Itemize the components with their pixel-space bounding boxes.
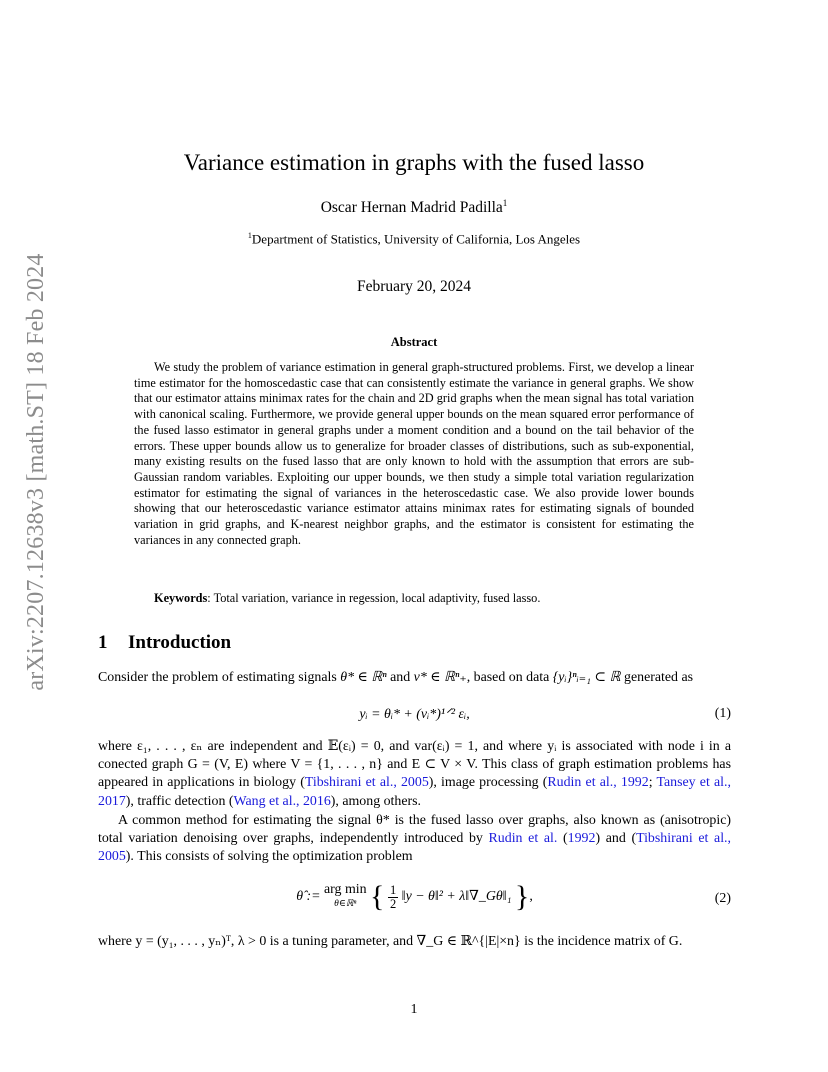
citation-link[interactable]: Rudin et al., 1992 <box>547 775 649 791</box>
equation-1-body: yᵢ = θᵢ* + (vᵢ*)¹ᐟ² εᵢ, <box>359 707 470 722</box>
affiliation: Department of Statistics, University of California, Los Angeles <box>251 231 581 247</box>
text-run: ; <box>648 775 657 791</box>
right-brace: } <box>514 880 530 913</box>
equation-1-number: (1) <box>714 706 731 721</box>
paragraph-3 <box>98 812 731 867</box>
text-run: ) and ( <box>595 831 637 847</box>
citation-link[interactable]: Tansey et al., 2017 <box>98 775 731 809</box>
keywords-label: Keywords <box>154 591 208 605</box>
fraction-denominator: 2 <box>389 896 397 911</box>
argmin-operator <box>324 883 367 911</box>
paragraph-2 <box>98 738 731 811</box>
arxiv-stamp: arXiv:2207.12638v3 [math.ST] 18 Feb 2024 <box>23 253 49 691</box>
author-name: Oscar Hernan Madrid Padilla <box>320 199 503 217</box>
affiliation-line <box>120 231 708 247</box>
citation-link[interactable]: 1992 <box>567 831 596 847</box>
text-run: where ε₁, . . . , εₙ are independent and 𝔼(εᵢ) = 0, and var(εᵢ) = 1, and where yᵢ is associated with node i in a conected graph G = (V, E) where V = {1, . . . , n} and E ⊂ V × V. This class of graph estimation problems has appeared in applications in biology ( <box>98 739 731 791</box>
text-run: Consider the problem of estimating signals <box>98 670 341 685</box>
text-run: ), among others. <box>330 793 422 809</box>
keywords <box>154 591 714 606</box>
equation-2-body: θ̂ := arg min θ∈ℝⁿ { $\frac{1}{2}$ ‖y − θ‖² + λ‖∇_Gθ‖₁ }, <box>296 880 533 913</box>
author-line <box>120 198 708 217</box>
fraction-numerator: 1 <box>389 882 397 897</box>
section-heading <box>98 632 231 654</box>
text-run: ( <box>557 831 568 847</box>
text-run: A common method for estimating the signal θ* is the fused lasso over graphs, also known as (anisotropic) total variation denoising over graphs, independently introduced by <box>98 813 731 847</box>
paragraph-4: where y = (y₁, . . . , yₙ)ᵀ, λ > 0 is a tuning parameter, and ∇_G ∈ ℝ^{|E|×n} is the incidence matrix of G. <box>98 934 683 949</box>
equation-2-number: (2) <box>714 891 731 906</box>
text-run: ), traffic detection ( <box>125 793 234 809</box>
section-number: 1 <box>98 632 108 653</box>
text-run: ). This consists of solving the optimization problem <box>125 849 413 865</box>
math-inline: θ* ∈ ℝⁿ <box>340 670 387 685</box>
paper-date: February 20, 2024 <box>356 278 472 295</box>
argmin-label: arg min <box>323 882 367 897</box>
text-run: and <box>386 670 414 685</box>
author-superscript: 1 <box>502 198 508 208</box>
argmin-subscript: θ∈ℝⁿ <box>334 899 357 909</box>
equation-2-rest: ‖y − θ‖² + λ‖∇_Gθ‖₁ <box>401 889 512 905</box>
citation-link[interactable]: Tibshirani et al., 2005 <box>98 831 732 865</box>
page-number: 1 <box>410 1002 418 1017</box>
keywords-text: : Total variation, variance in regession, local adaptivity, fused lasso. <box>207 591 541 605</box>
fraction <box>388 884 398 911</box>
paper-title: Variance estimation in graphs with the fused lasso <box>183 150 645 175</box>
section-title: Introduction <box>128 632 232 653</box>
equation-2-lhs: θ̂ := <box>296 889 324 905</box>
text-run: ), image processing ( <box>428 775 548 791</box>
equation-2 <box>98 880 731 920</box>
math-inline: {yᵢ}ⁿᵢ₌₁ ⊂ ℝ <box>552 670 621 685</box>
left-brace: { <box>370 880 385 913</box>
abstract-text: We study the problem of variance estimation in general graph-structured problems. First, we develop a linear time estimator for the homoscedastic case that can consistently estimate the variance in general graphs. We show that our estimator attains minimax rates for the chain and 2D grid graphs when the mean signal has total variation with canonical scaling. Furthermore, we provide general upper bounds on the mean squared error performance of the fused lasso estimator in general graphs under a moment condition and a bound on the tail behavior of the errors. These upper bounds allow us to generalize for broader classes of distributions, such as sub-exponential, many existing results on the fused lasso that are only known to hold with the assumption that errors are sub-Gaussian random variables. Exploiting our upper bounds, we then study a simple total variation regularization estimator for estimating the signal of variances in the heteroscedastic case. We also provide lower bounds showing that our heteroscedastic variance estimator attains minimax rates for estimating signals of bounded variation in grid graphs, and K-nearest neighbor graphs, and the estimator is consistent for estimating the variances in any connected graph. <box>134 360 694 547</box>
paragraph-1 <box>98 669 731 687</box>
abstract-heading: Abstract <box>390 335 438 349</box>
citation-link[interactable]: Tibshirani et al., 2005 <box>304 775 429 791</box>
text-run: generated as <box>620 670 694 685</box>
affiliation-superscript: 1 <box>247 231 252 240</box>
text-run: , based on data <box>466 670 553 685</box>
math-inline: v* ∈ ℝⁿ₊ <box>413 670 467 685</box>
citation-link[interactable]: Wang et al., 2016 <box>233 793 331 809</box>
citation-link[interactable]: Rudin et al. <box>488 831 558 847</box>
